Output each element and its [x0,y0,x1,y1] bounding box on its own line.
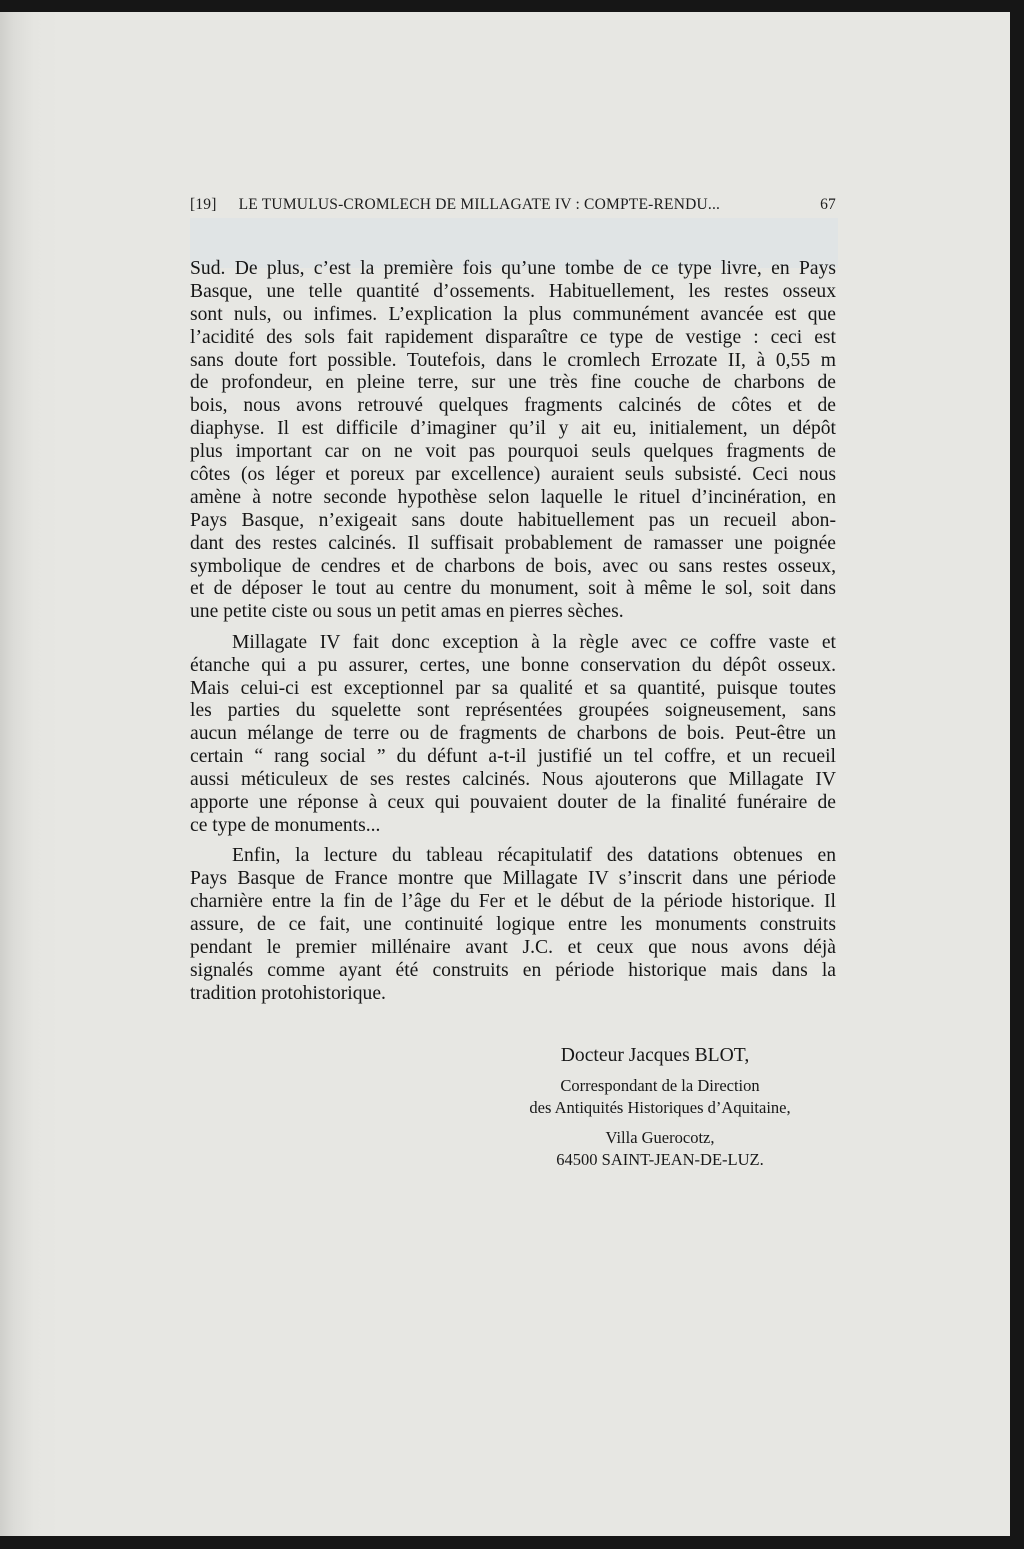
text-line: apporte une réponse à ceux qui pouvaient douter de la finalité funéraire de [190,791,836,813]
text-line: plus important car on ne voit pas pourquoi seuls quelques fragments de [190,441,836,463]
text-line: charnière entre la fin de l’âge du Fer et le début de la période historique. Il [190,891,836,913]
text-line: aussi méticuleux de ses restes calcinés. Nous ajouterons que Millagate IV [190,769,836,791]
text-line: Enfin, la lecture du tableau récapitulatif des datations obtenues en [232,845,836,867]
text-line: sans doute fort possible. Toutefois, dans le cromlech Errozate II, à 0,55 m [190,349,836,371]
text-line: et de déposer le tout au centre du monument, soit à même le sol, soit dans [190,578,836,600]
text-line: aucun mélange de terre ou de fragments de charbons de bois. Peut-être un [190,723,836,745]
text-line: les parties du squelette sont représentées groupées soigneusement, sans [190,700,836,722]
text-line: Mais celui-ci est exceptionnel par sa qualité et sa quantité, puisque toutes [190,677,836,699]
text-line: Pays Basque de France montre que Millagate IV s’inscrit dans une période [190,868,836,890]
text-line: Basque, une telle quantité d’ossements. Habituellement, les restes osseux [190,280,836,302]
page-number: 67 [820,196,836,213]
running-header [190,196,836,214]
text-line: de profondeur, en pleine terre, sur une très fine couche de charbons de [190,372,836,394]
text-line: l’acidité des sols fait rapidement disparaître ce type de vestige : ceci est [190,326,836,348]
address-line: 64500 SAINT-JEAN-DE-LUZ. [556,1150,764,1169]
text-line: dant des restes calcinés. Il suffisait probablement de ramasser une poignée [190,532,836,554]
text-line: sont nuls, ou infimes. L’explication la plus communément avancée est que [190,303,836,325]
affiliation-line: Correspondant de la Direction [560,1076,760,1095]
section-number: [19] [190,196,217,213]
address-line: Villa Guerocotz, [605,1128,715,1147]
text-line: symbolique de cendres et de charbons de bois, avec ou sans restes osseux, [190,555,836,577]
running-title: LE TUMULUS-CROMLECH DE MILLAGATE IV : COMPTE-RENDU... [238,196,721,213]
text-line: une petite ciste ou sous un petit amas en pierres sèches. [190,601,624,623]
text-line: Sud. De plus, c’est la première fois qu’une tombe de ce type livre, en Pays [190,258,836,279]
text-line: pendant le premier millénaire avant J.C. et ceux que nous avons déjà [190,936,836,958]
text-line: Millagate IV fait donc exception à la règle avec ce coffre vaste et [232,631,836,653]
body-text [190,258,836,1013]
text-line: bois, nous avons retrouvé quelques fragments calcinés de côtes et de [190,395,836,417]
author-name: Docteur Jacques BLOT, [560,1045,750,1066]
text-line: signalés comme ayant été construits en période historique mais dans la [190,959,836,981]
text-line: côtes (os léger et poreux par excellence) auraient seuls subsisté. Ceci nous [190,464,836,486]
text-line: étanche qui a pu assurer, certes, une bonne conservation du dépôt osseux. [190,654,836,676]
text-line: ce type de monuments... [190,814,381,836]
paragraph [190,845,836,1005]
text-line: diaphyse. Il est difficile d’imaginer qu’il y ait eu, initialement, un dépôt [190,418,836,440]
paragraph [190,258,836,624]
text-line: Pays Basque, n’exigeait sans doute habituellement pas un recueil abon- [190,509,836,531]
text-line: assure, de ce fait, une continuité logique entre les monuments construits [190,913,836,935]
signature-block [380,1045,940,1171]
affiliation-line: des Antiquités Historiques d’Aquitaine, [529,1098,791,1117]
text-line: amène à notre seconde hypothèse selon laquelle le rituel d’incinération, en [190,486,836,508]
text-line: tradition protohistorique. [190,982,386,1004]
text-line: certain “ rang social ” du défunt a-t-il justifié un tel coffre, et un recueil [190,746,836,768]
paragraph [190,632,836,838]
